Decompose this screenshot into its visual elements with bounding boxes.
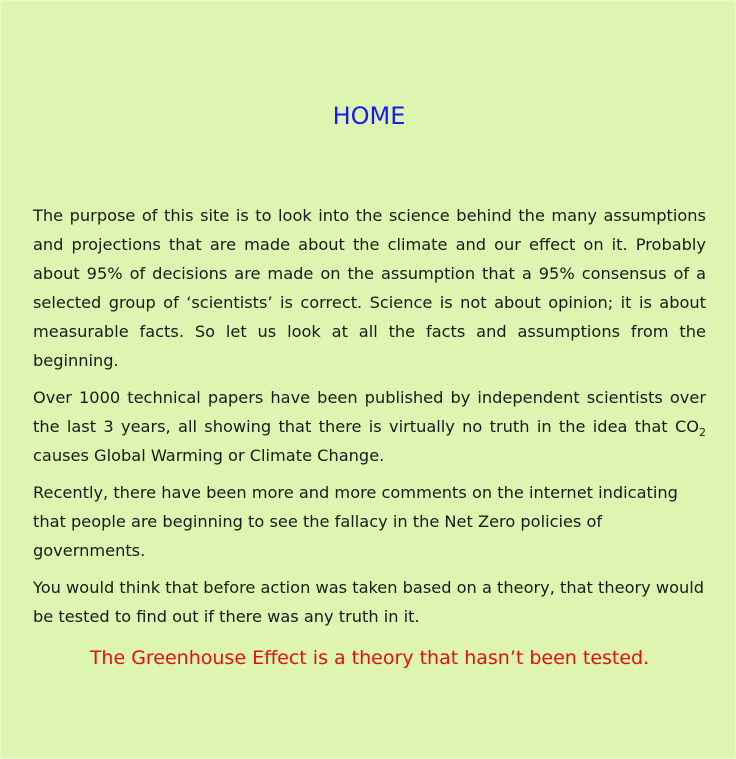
theory-paragraph: You would think that before action was taken based on a theory, that theory would be tested to find out if there was any truth in it. bbox=[33, 578, 705, 626]
co2-subscript: 2 bbox=[699, 426, 706, 440]
papers-text-start: Over 1000 technical papers have been published by independent scientists over the last 3 years, all showing that there is virtually no truth in the idea that CO bbox=[33, 388, 706, 436]
papers-paragraph bbox=[33, 383, 706, 470]
page-title: HOME bbox=[332, 102, 406, 130]
papers-text-end: causes Global Warming or Climate Change. bbox=[33, 446, 385, 465]
intro-paragraph: The purpose of this site is to look into the science behind the many assumptions and projections that are made about the climate and our effect on it. Probably about 95% of decisions are made on the assumption that a 95% consensus of a selected group of ‘scientists’ is correct. Science is not about opinion; it is about measurable facts. So let us look at all the facts and assumptions from the beginning. bbox=[33, 206, 706, 370]
main-content bbox=[33, 201, 706, 673]
net-zero-paragraph: Recently, there have been more and more comments on the internet indicating that people are beginning to see the fallacy in the Net Zero policies of governments. bbox=[33, 483, 678, 560]
greenhouse-highlight: The Greenhouse Effect is a theory that hasn’t been tested. bbox=[89, 647, 650, 669]
